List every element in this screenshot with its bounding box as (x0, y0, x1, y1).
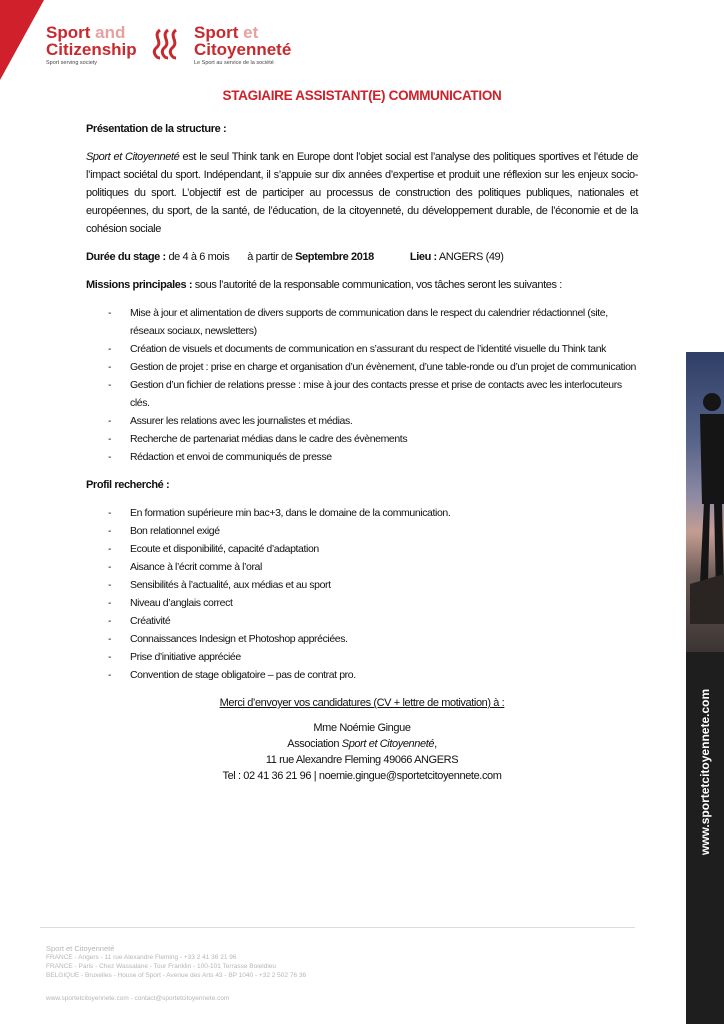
logo-fr-citoyennete: Citoyenneté (194, 40, 292, 59)
profile-heading: Profil recherché : (86, 479, 170, 491)
contact-block (86, 720, 638, 784)
footer-line: FRANCE - Paris - Chez Wassalane - Tour Franklin - 100-101 Terrasse Boieldieu (46, 963, 276, 970)
profile-item: - En formation supérieure min bac+3, dans le domaine de la communication. (86, 504, 638, 522)
assoc-name: Sport et Citoyenneté (341, 738, 435, 750)
profile-item: - Sensibilités à l’actualité, aux médias et au sport (86, 576, 638, 594)
apply-heading: Merci d’envoyer vos candidatures (CV + lettre de motivation) à : (219, 697, 505, 709)
footer-org: Sport et Citoyenneté (46, 944, 115, 953)
document-title: STAGIAIRE ASSISTANT(E) COMMUNICATION (222, 88, 502, 103)
mission-item: - Création de visuels et documents de communication en s’assurant du respect de l’identité visuelle du Think tank (86, 340, 638, 358)
footer-web: www.sportetcitoyennete.com - contact@sportetcitoyennete.com (46, 995, 230, 1002)
org-name: Sport et Citoyenneté (86, 151, 180, 163)
logo-en-citizenship: Citizenship (46, 40, 137, 59)
missions-intro-text: sous l’autorité de la responsable communication, vos tâches seront les suivantes : (192, 279, 562, 291)
logo-fr-tagline: Le Sport au service de la société (194, 60, 274, 66)
footer (46, 944, 306, 1003)
document-body (86, 120, 638, 784)
duration-value: de 4 à 6 mois (165, 251, 230, 263)
profile-item: - Prise d’initiative appréciée (86, 648, 638, 666)
contact-address: 11 rue Alexandre Fleming 49066 ANGERS (265, 754, 459, 766)
profile-item: - Connaissances Indesign et Photoshop appréciées. (86, 630, 638, 648)
mission-item: - Mise à jour et alimentation de divers supports de communication dans le respect du calendrier rédactionnel (site, réseaux sociaux, newsletters) (86, 304, 638, 340)
side-banner (686, 352, 724, 1024)
start-value: Septembre 2018 (295, 251, 374, 263)
logo-en-tagline: Sport serving society (46, 60, 98, 66)
footer-line: BELGIQUE - Bruxelles - House of Sport - Avenue des Arts 43 - BP 1040 - +32 2 502 76 36 (46, 972, 307, 979)
logo-en-and: and (95, 23, 126, 42)
mission-item: - Assurer les relations avec les journalistes et médias. (86, 412, 638, 430)
profile-item: - Niveau d’anglais correct (86, 594, 638, 612)
missions-list (86, 304, 638, 466)
runner-silhouette-icon (690, 384, 724, 624)
swirl-logo-icon (150, 26, 186, 62)
location-label: Lieu : (409, 251, 437, 263)
contact-phone-email: Tel : 02 41 36 21 96 | noemie.gingue@sportetcitoyennete.com (222, 770, 502, 782)
presentation-heading: Présentation de la structure : (86, 123, 227, 135)
logo-english (46, 24, 137, 66)
mission-item: - Gestion de projet : prise en charge et organisation d’un évènement, d’une table-ronde ou d’un projet de communication (86, 358, 638, 376)
profile-item: - Aisance à l’écrit comme à l’oral (86, 558, 638, 576)
missions-intro (86, 276, 638, 294)
contact-name: Mme Noémie Gingue (313, 722, 411, 734)
profile-item: - Créativité (86, 612, 638, 630)
mission-item: - Gestion d’un fichier de relations presse : mise à jour des contacts presse et prise de contacts avec les interlocuteurs clés. (86, 376, 638, 412)
duration-label: Durée du stage : (86, 251, 166, 263)
footer-divider (40, 927, 635, 928)
mission-item: - Recherche de partenariat médias dans le cadre des évènements (86, 430, 638, 448)
location-value: ANGERS (49) (436, 251, 504, 263)
profile-item: - Ecoute et disponibilité, capacité d’adaptation (86, 540, 638, 558)
presentation-paragraph (86, 148, 638, 238)
logo-fr-et: et (243, 23, 259, 42)
start-prefix: à partir de (247, 251, 296, 263)
missions-heading: Missions principales : (86, 279, 193, 291)
assoc-suffix: , (434, 738, 437, 750)
profile-item: - Convention de stage obligatoire – pas de contrat pro. (86, 666, 638, 684)
logo-fr-sport: Sport (194, 23, 239, 42)
logo-en-sport: Sport (46, 23, 91, 42)
mission-item: - Rédaction et envoi de communiqués de presse (86, 448, 638, 466)
logo-french (194, 24, 291, 66)
profile-item: - Bon relationnel exigé (86, 522, 638, 540)
footer-line: FRANCE - Angers - 11 rue Alexandre Fleming - +33 2 41 36 21 96 (46, 954, 237, 961)
corner-accent (0, 0, 44, 80)
sidebar-url: www.sportetcitoyennete.com (698, 688, 712, 856)
assoc-prefix: Association (287, 738, 342, 750)
presentation-text: est le seul Think tank en Europe dont l’objet social est l’analyse des politiques sportives et l’étude de l’impact sociétal du sport. Indépendant, il s’appuie sur dix années d’expertise et produit une réflexion sur les enjeux socio-politiques du sport. L’objectif est de participer au processus de construction des politiques publiques, nationales et européennes, du sport, de la santé, de l’éducation, de la citoyenneté, du développement durable, de l’économie et de la cohésion sociale (86, 151, 638, 235)
profile-list (86, 504, 638, 684)
contact-association (86, 736, 638, 752)
internship-details (86, 248, 638, 266)
